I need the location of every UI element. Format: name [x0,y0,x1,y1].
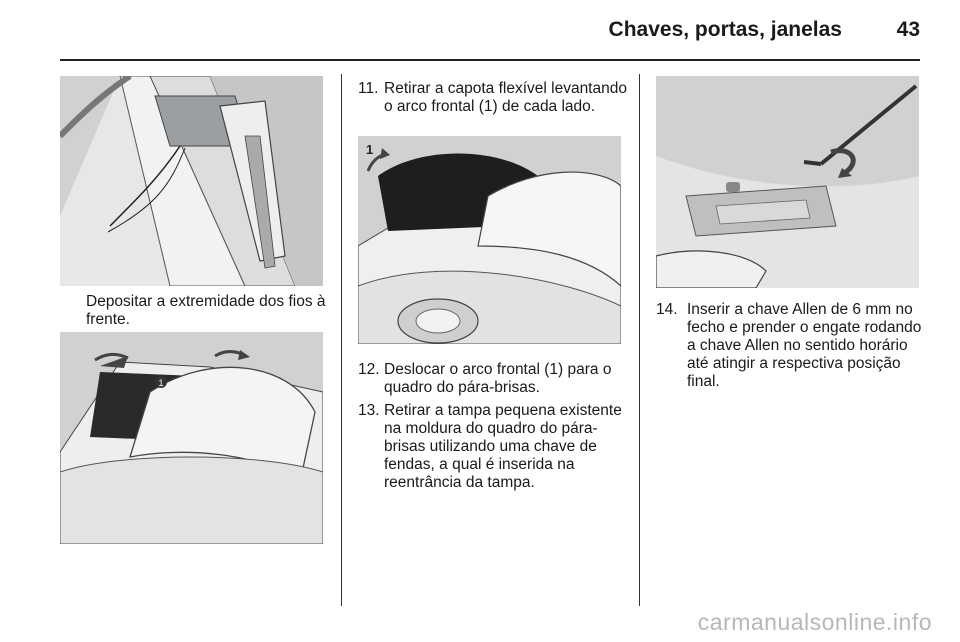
page-title: Chaves, portas, janelas [608,18,842,41]
illustration-front-bow [60,332,323,544]
header-divider [60,59,920,61]
step-number: 13. [358,402,380,419]
page-number: 43 [896,18,920,41]
column-divider-left [341,74,342,606]
illustration-remove-top [358,136,621,344]
figure-label-1: 1 [158,378,164,388]
step-number: 12. [358,361,380,378]
illustration-wires [60,76,323,286]
figure-label-1-middle: 1 [366,142,374,157]
step-13 [358,402,630,502]
step-11 [358,80,628,140]
step-12 [358,361,633,401]
step-number: 11. [358,80,379,97]
step-14 [656,301,926,401]
step-text: Retirar a capota flexível levantando o arco frontal (1) de cada lado. [384,80,627,115]
step-text: Deslocar o arco frontal (1) para o quadro do pára-brisas. [384,361,612,396]
step-text: Retirar a tampa pequena existente na moldura do quadro do pára-brisas utilizando uma chave de fendas, a qual é inserida na reentrância da tampa. [384,402,622,491]
illustration-allen-key [656,76,919,288]
step-text: Inserir a chave Allen de 6 mm no fecho e prender o engate rodando a chave Allen no sentido horário até atingir a respectiva posição final. [687,301,922,390]
page-header [60,0,920,60]
caption-deposit-wires: Depositar a extremidade dos fios à frente. [86,293,326,328]
watermark: carmanualsonline.info [697,609,932,635]
step-number: 14. [656,301,678,318]
column-divider-right [639,74,640,606]
